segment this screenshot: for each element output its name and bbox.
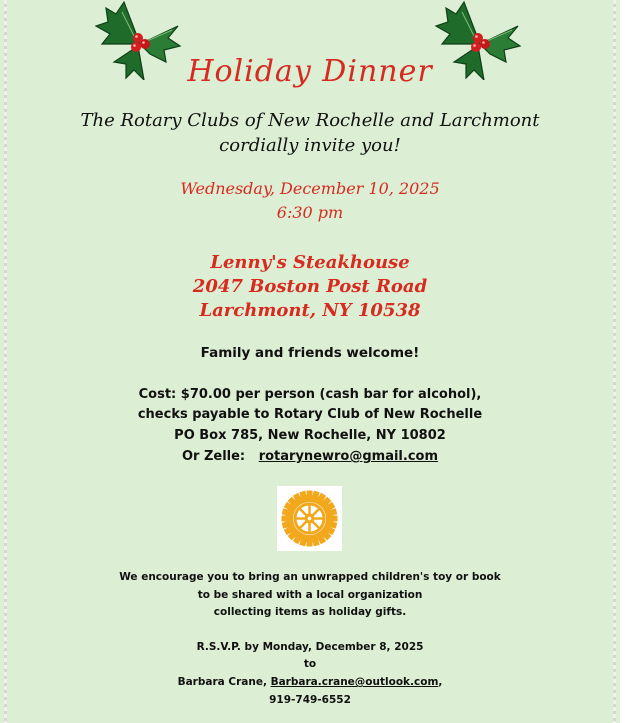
event-title: Holiday Dinner: [187, 54, 433, 89]
payable-line: checks payable to Rotary Club of New Rochelle: [137, 407, 483, 422]
host-line: The Rotary Clubs of New Rochelle and Larchmont: [80, 110, 540, 131]
venue-name: Lenny's Steakhouse: [210, 252, 410, 273]
rotary-logo: [277, 486, 342, 551]
rsvp-to: to: [303, 658, 317, 670]
venue-street: 2047 Boston Post Road: [192, 276, 428, 297]
contact-phone: 919-749-6552: [269, 694, 351, 706]
rotary-wheel-icon: [277, 486, 342, 551]
event-date: Wednesday, December 10, 2025: [180, 179, 440, 198]
rsvp-deadline: R.S.V.P. by Monday, December 8, 2025: [196, 641, 424, 653]
welcome-note: Family and friends welcome!: [200, 345, 420, 361]
cost-line: Cost: $70.00 per person (cash bar for alcohol),: [138, 387, 482, 402]
zelle-email-link[interactable]: rotarynewro@gmail.com: [258, 449, 439, 464]
contact-comma: ,: [438, 676, 443, 688]
toy-drive-line: to be shared with a local organization: [197, 589, 423, 601]
contact-name: Barbara Crane,: [177, 676, 267, 688]
venue-city: Larchmont, NY 10538: [199, 300, 421, 321]
toy-drive-line: collecting items as holiday gifts.: [213, 606, 407, 618]
toy-drive-line: We encourage you to bring an unwrapped children's toy or book: [119, 571, 501, 583]
invite-line: cordially invite you!: [219, 135, 401, 156]
event-time: 6:30 pm: [276, 203, 344, 222]
contact-line: [0, 676, 620, 688]
page-margin: [620, 0, 635, 723]
mailing-address: PO Box 785, New Rochelle, NY 10802: [174, 428, 446, 443]
zelle-line: [0, 449, 620, 464]
zelle-label: Or Zelle:: [181, 449, 246, 464]
contact-email-link[interactable]: Barbara.crane@outlook.com: [270, 676, 439, 688]
